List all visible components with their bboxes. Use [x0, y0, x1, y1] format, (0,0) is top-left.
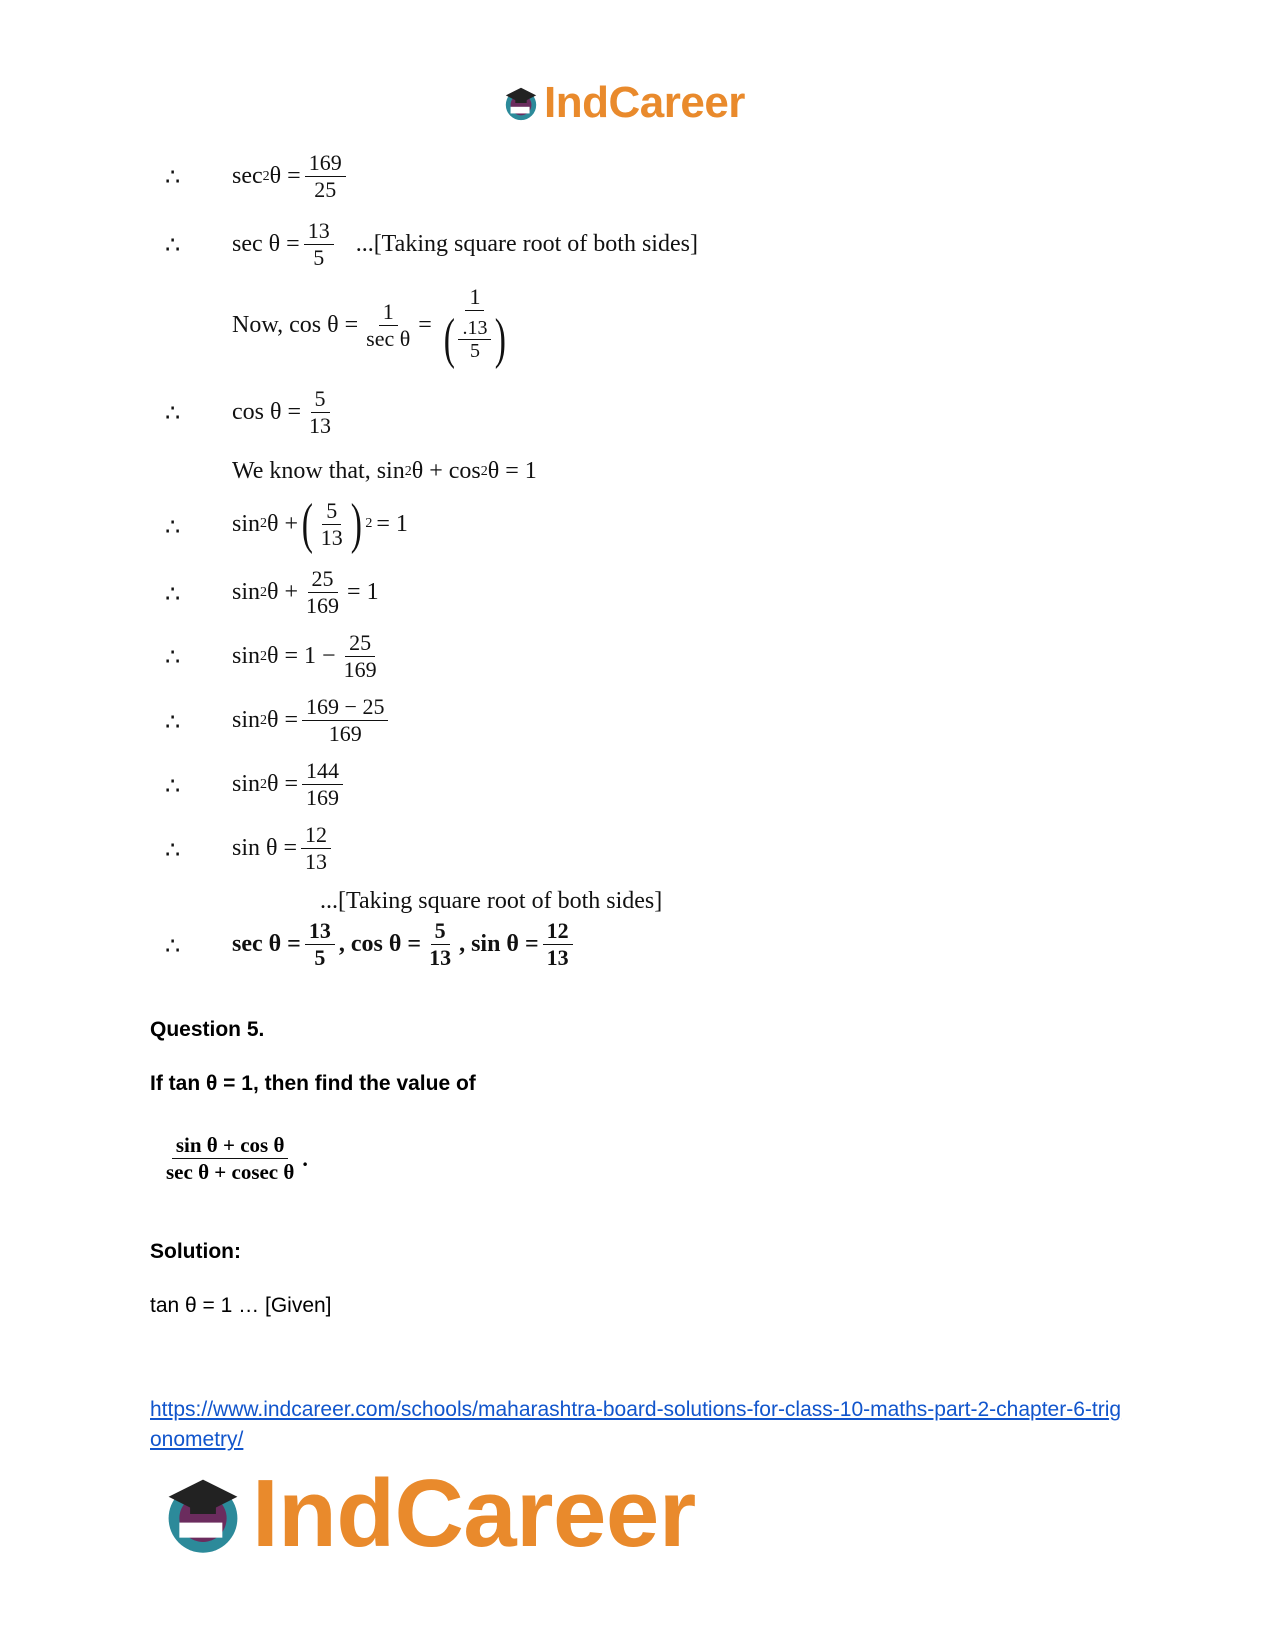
therefore-symbol: ∴ [165, 645, 181, 671]
fraction: $\frac{1}{\text{sec θ}}$ [366, 299, 411, 351]
equation-substitution: sin 2 θ + ( $\frac{5}{13}$ ) 2 = 1 [232, 493, 408, 555]
equation-cos-reciprocal: Now, cos θ = $\frac{1}{\text{sec θ}}$ = 1 ( $\frac{.13}{5}$ ) [232, 284, 518, 367]
therefore-symbol: ∴ [165, 710, 181, 736]
equation-sec-squared: sec 2 θ = $\frac{169}{25}$ [232, 150, 350, 203]
therefore-symbol: ∴ [165, 934, 181, 960]
fraction: $\frac{169 - 25}{169}$ [302, 694, 388, 747]
fraction: $\frac{25}{169}$ [306, 566, 340, 618]
graduation-cap-icon [160, 1471, 246, 1557]
fraction: $\frac{13}{5}$ [304, 218, 334, 271]
therefore-symbol: ∴ [165, 774, 181, 800]
brand-wordmark: IndCareer [252, 1460, 696, 1567]
fraction: $\frac{12}{13}$ [543, 918, 573, 971]
therefore-symbol: ∴ [165, 582, 181, 608]
annotation-note: ...[Taking square root of both sides] [320, 888, 663, 914]
equation-cos: cos θ = $\frac{5}{13}$ [232, 386, 339, 439]
fraction: $\frac{5}{13}$ [309, 386, 332, 438]
equation-sec: sec θ = $\frac{13}{5}$ ...[Taking square root of both sides] [232, 218, 698, 270]
question-expression: $\frac{\text{sin θ + cos θ}}{\text{sec θ + cosec θ}}$ . [158, 1132, 308, 1185]
indcareer-logo-bottom [160, 1460, 696, 1567]
indcareer-logo-top [502, 78, 745, 128]
fraction: 1 ( $\frac{.13}{5}$ ) [443, 284, 507, 370]
graduation-cap-icon [502, 84, 540, 122]
therefore-symbol: ∴ [165, 838, 181, 864]
fraction: $\frac{\text{sin θ + cos θ}}{\text{sec θ + cosec θ}}$ [166, 1133, 295, 1184]
therefore-symbol: ∴ [165, 515, 181, 541]
fraction: $\frac{144}{169}$ [302, 758, 343, 811]
fraction: $\frac{5}{13}$ [429, 918, 452, 970]
fraction: $\frac{25}{169}$ [343, 630, 377, 682]
therefore-symbol: ∴ [165, 401, 181, 427]
final-answer: sec θ = $\frac{13}{5}$ , cos θ = $\frac{5}{13}$ , sin θ = $\frac{12}{13}$ [232, 918, 577, 971]
identity-statement: We know that, sin 2 θ + cos 2 θ = 1 [232, 458, 537, 484]
equation-step: sin 2 θ = 1 − $\frac{25}{169}$ [232, 630, 385, 683]
therefore-symbol: ∴ [165, 233, 181, 259]
fraction: $\frac{169}{25}$ [305, 150, 346, 203]
source-link[interactable]: https://www.indcareer.com/schools/maharashtra-board-solutions-for-class-10-maths-part-2-chapter-6-trigonometry/ [150, 1398, 1122, 1451]
equation-sin: sin θ = $\frac{12}{13}$ [232, 822, 335, 875]
therefore-symbol: ∴ [165, 165, 181, 191]
fraction: $\frac{12}{13}$ [301, 822, 331, 875]
equation-step: sin 2 θ + $\frac{25}{169}$ = 1 [232, 566, 379, 618]
brand-wordmark: IndCareer [544, 78, 745, 127]
solution-label: Solution: [150, 1240, 241, 1263]
given-statement: tan θ = 1 … [Given] [150, 1294, 332, 1317]
fraction: $\frac{5}{13}$ [320, 497, 343, 550]
equation-step: sin 2 θ = $\frac{169 - 25}{169}$ [232, 694, 392, 747]
question-prompt: If tan θ = 1, then find the value of [150, 1072, 476, 1095]
question-heading: Question 5. [150, 1018, 265, 1041]
annotation-note: ...[Taking square root of both sides] [355, 231, 698, 257]
fraction: $\frac{13}{5}$ [305, 918, 335, 971]
equation-step: sin 2 θ = $\frac{144}{169}$ [232, 758, 347, 811]
